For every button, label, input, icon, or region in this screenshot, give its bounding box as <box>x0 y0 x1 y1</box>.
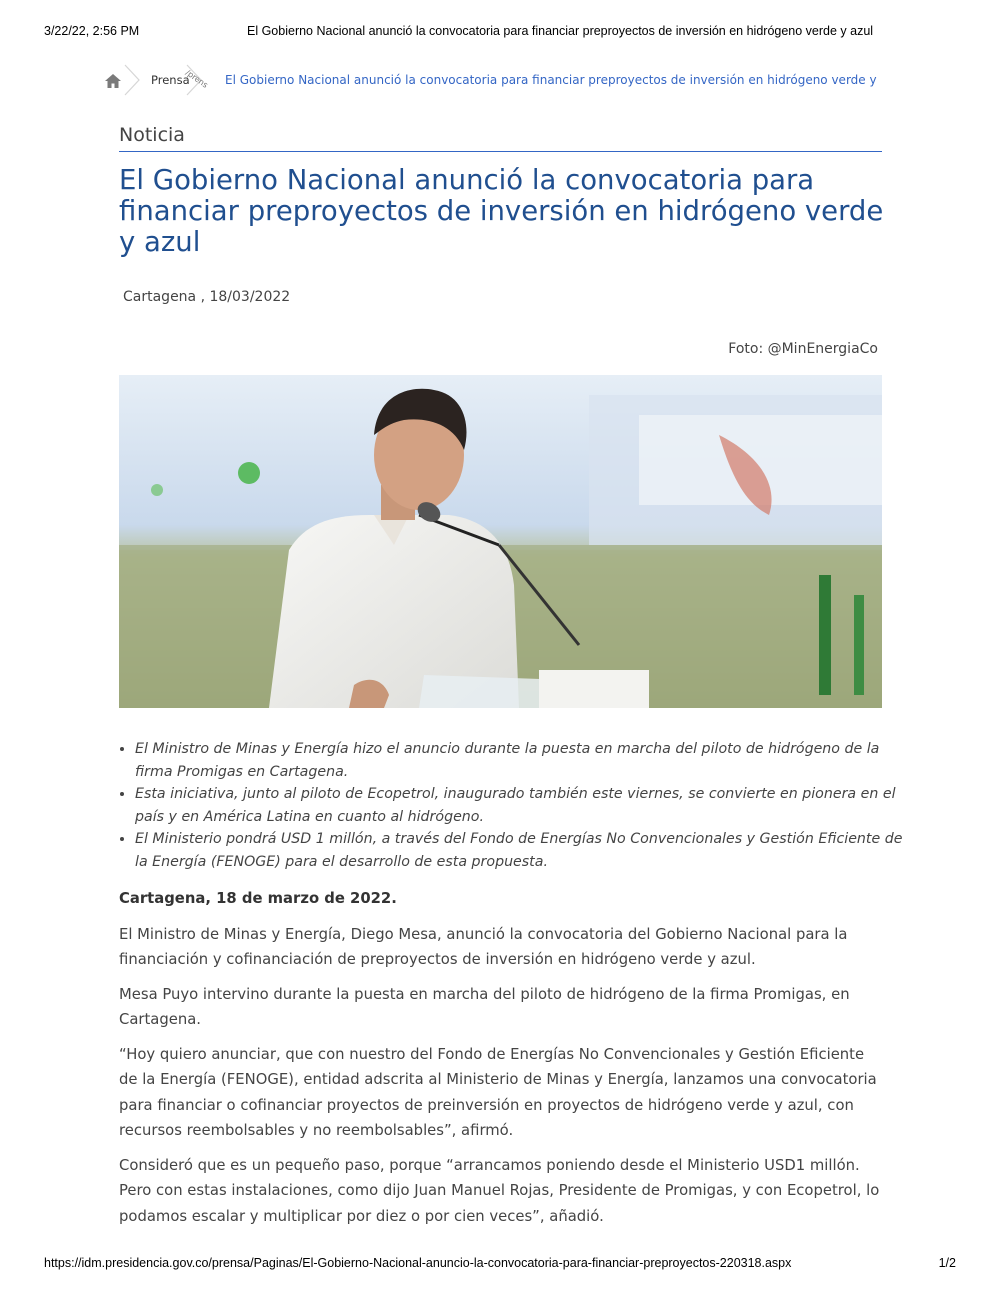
home-icon[interactable] <box>103 71 123 91</box>
article-headline: El Gobierno Nacional anunció la convocatoria para financiar preproyectos de inversión en hidrógeno verde y azul <box>119 164 884 258</box>
article-body <box>119 886 885 1238</box>
list-item: • El Ministro de Minas y Energía hizo el anuncio durante la puesta en marcha del piloto de hidrógeno de la firma Promigas en Cartagena. <box>135 738 905 783</box>
article-paragraph: Mesa Puyo intervino durante la puesta en marcha del piloto de hidrógeno de la firma Promigas, en Cartagena. <box>119 985 850 1028</box>
article-paragraph: El Ministro de Minas y Energía, Diego Mesa, anunció la convocatoria del Gobierno Nacional para la financiación y cofinanciación de preproyectos de inversión en hidrógeno verde y azul. <box>119 925 848 968</box>
print-page-title: El Gobierno Nacional anunció la convocatoria para financiar preproyectos de inversión en hidrógeno verde y azul <box>247 24 874 38</box>
article-dateline: Cartagena , 18/03/2022 <box>123 289 291 305</box>
section-label: Noticia <box>119 124 185 146</box>
print-datetime: 3/22/22, 2:56 PM <box>44 24 140 38</box>
list-item: • El Ministerio pondrá USD 1 millón, a través del Fondo de Energías No Convencionales y Gestión Eficiente de la Energía (FENOGE) para el desarrollo de esta propuesta. <box>135 828 905 873</box>
section-divider <box>119 151 882 152</box>
article-paragraph: “Hoy quiero anunciar, que con nuestro del Fondo de Energías No Convencionales y Gestión Eficiente de la Energía (FENOGE), entidad adscrita al Ministerio de Minas y Energía, lanzamos una convocatoria para financiar o cofinanciar proyectos de preinversión en proyectos de hidrógeno verde y azul, con recursos reembolsables y no reembolsables”, afirmó. <box>119 1045 877 1139</box>
photo-credit: Foto: @MinEnergiaCo <box>728 341 878 357</box>
hero-photo <box>119 375 882 708</box>
article-paragraph: Consideró que es un pequeño paso, porque “arrancamos poniendo desde el Ministerio USD1 millón. Pero con estas instalaciones, como dijo Juan Manuel Rojas, Presidente de Promigas, y con Ecopetrol, lo podamos escalar y multiplicar por diez o por cien veces”, añadió. <box>119 1156 880 1225</box>
breadcrumb-prensa[interactable]: Prensa <box>151 73 190 87</box>
breadcrumb-current[interactable]: El Gobierno Nacional anunció la convocatoria para financiar preproyectos de inversión en hidrógeno verde y <box>225 73 877 87</box>
article-lead: Cartagena, 18 de marzo de 2022. <box>119 890 397 907</box>
breadcrumb-prensa-path: /prens <box>183 68 210 90</box>
highlights-list <box>119 738 905 873</box>
chevron-right-icon <box>123 64 141 99</box>
list-item: • Esta iniciativa, junto al piloto de Ecopetrol, inaugurado también este viernes, se convierte en pionera en el país y en América Latina en cuanto al hidrógeno. <box>135 783 905 828</box>
breadcrumb <box>103 64 903 96</box>
page-number: 1/2 <box>938 1256 956 1270</box>
print-url: https://idm.presidencia.gov.co/prensa/Paginas/El-Gobierno-Nacional-anuncio-la-convocatoria-para-financiar-preproyectos-220318.aspx <box>44 1256 792 1270</box>
